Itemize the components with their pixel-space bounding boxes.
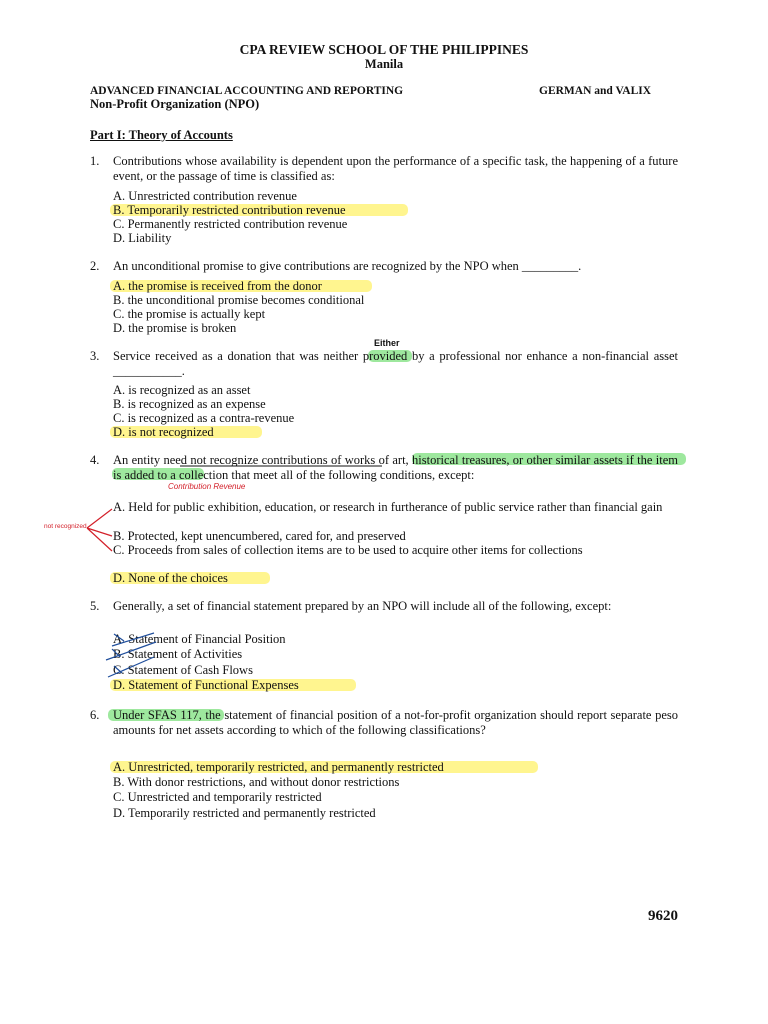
- choice-5b: B. Statement of Activities: [113, 647, 243, 661]
- question-text: Contributions whose availability is dependent upon the performance of a specific task, the happening of a future event, or the passage of time is classified as:: [113, 154, 678, 183]
- question-text: An unconditional promise to give contributions are recognized by the NPO when _________.: [113, 259, 582, 273]
- question-text: Under SFAS 117, the statement of financial position of a not-for-profit organization should report separate peso amounts for net assets according to which of the following classifications?: [113, 708, 678, 737]
- question-number: 5.: [90, 599, 100, 613]
- choice-4c: C. Proceeds from sales of collection items are to be used to acquire other items for collections: [113, 543, 583, 557]
- annotation-either: Either: [374, 338, 400, 348]
- choice-6d: D. Temporarily restricted and permanently restricted: [113, 806, 376, 820]
- choice-3d: D. is not recognized: [113, 425, 214, 439]
- choice-3b: B. is recognized as an expense: [113, 397, 266, 411]
- authors: GERMAN and VALIX: [539, 85, 652, 97]
- choice-6a: A. Unrestricted, temporarily restricted, and permanently restricted: [113, 760, 444, 774]
- choice-2c: C. the promise is actually kept: [113, 307, 266, 321]
- choice-4b: B. Protected, kept unencumbered, cared for, and preserved: [113, 529, 406, 543]
- choice-2d: D. the promise is broken: [113, 321, 237, 335]
- question-text: Service received as a donation that was neither provided by a professional nor enhance a non-financial asset ___________.: [113, 349, 678, 378]
- choice-3c: C. is recognized as a contra-revenue: [113, 411, 295, 425]
- choice-4d: D. None of the choices: [113, 571, 228, 585]
- choice-1b: B. Temporarily restricted contribution revenue: [113, 203, 346, 217]
- question-2: [90, 259, 678, 274]
- choice-1a: A. Unrestricted contribution revenue: [113, 189, 297, 203]
- question-number: 6.: [90, 708, 100, 722]
- choice-3a: A. is recognized as an asset: [113, 383, 251, 397]
- topic-title: Non-Profit Organization (NPO): [90, 97, 260, 111]
- choice-6c: C. Unrestricted and temporarily restricted: [113, 790, 322, 804]
- page-number: 9620: [648, 908, 678, 924]
- bracket-icon: [87, 509, 112, 551]
- choice-6b: B. With donor restrictions, and without donor restrictions: [113, 775, 400, 789]
- choice-5c: C. Statement of Cash Flows: [113, 663, 253, 677]
- question-text: Generally, a set of financial statement prepared by an NPO will include all of the following, except:: [113, 599, 612, 613]
- annotation-not-recognized: not recognized: [44, 523, 87, 530]
- question-number: 4.: [90, 453, 100, 467]
- choice-1c: C. Permanently restricted contribution revenue: [113, 217, 348, 231]
- question-3: [90, 349, 678, 378]
- question-6: [90, 708, 678, 737]
- question-number: 3.: [90, 349, 100, 363]
- question-4: [90, 453, 678, 482]
- question-text: An entity need not recognize contributions of works of art, historical treasures, or other similar assets if the item is added to a collection that meet all of the following conditions, except:: [113, 453, 678, 482]
- school-name: CPA REVIEW SCHOOL OF THE PHILIPPINES: [239, 42, 529, 57]
- choice-1d: D. Liability: [113, 231, 172, 245]
- choice-4a: A. Held for public exhibition, education, or research in furtherance of public service rather than financial gain: [113, 500, 663, 514]
- question-number: 1.: [90, 154, 100, 168]
- question-1: [90, 154, 678, 183]
- question-5: [90, 599, 678, 614]
- choice-5d: D. Statement of Functional Expenses: [113, 678, 299, 692]
- choice-2a: A. the promise is received from the donor: [113, 279, 322, 293]
- school-city: Manila: [364, 57, 404, 71]
- course-title: ADVANCED FINANCIAL ACCOUNTING AND REPORTING: [90, 85, 404, 97]
- question-number: 2.: [90, 259, 100, 273]
- choice-5a: A. Statement of Financial Position: [113, 632, 286, 646]
- part-title: Part I: Theory of Accounts: [90, 128, 233, 142]
- annotation-contribution-revenue: Contribution Revenue: [168, 482, 246, 491]
- choice-2b: B. the unconditional promise becomes conditional: [113, 293, 365, 307]
